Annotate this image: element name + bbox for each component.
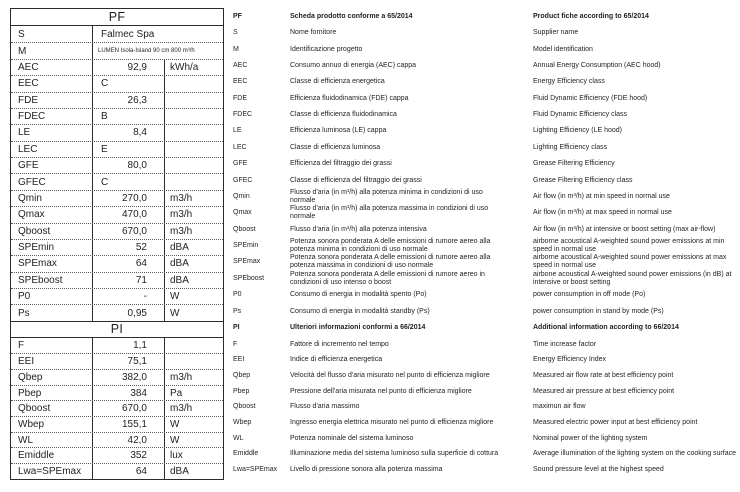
row-code: M: [18, 45, 27, 57]
table-row-Qbep: [11, 369, 223, 385]
row-value: 80,0: [92, 158, 164, 173]
legend: [233, 8, 738, 478]
pf-section-header: PF: [11, 9, 223, 26]
legend-desc-en: Additional information according to 66/2014: [533, 324, 679, 332]
legend-row-LEC: [233, 140, 738, 156]
table-row-Qboost: [11, 223, 223, 239]
legend-code: SPEmax: [233, 258, 261, 266]
row-code: Emiddle: [18, 450, 55, 462]
legend-desc-it: Potenza nominale del sistema luminoso: [290, 434, 414, 442]
row-code: FDE: [18, 94, 38, 106]
legend-desc-en: Time increase factor: [533, 340, 597, 348]
legend-desc-it: Identificazione progetto: [290, 45, 363, 53]
legend-desc-it: Flusso d'aria (in m³/h) alla potenza minima in condizioni di uso normale: [290, 188, 483, 204]
legend-row-FDEC: [233, 107, 738, 123]
legend-desc-en: Average illumination of the lighting system on the cooking surface: [533, 450, 736, 458]
legend-code: GFEC: [233, 176, 253, 184]
legend-desc-en: Lighting Efficiency (LE hood): [533, 127, 622, 135]
row-unit: [164, 338, 222, 354]
legend-row-AEC: [233, 58, 738, 74]
legend-desc-it: Classe di efficienza del filtraggio dei grassi: [290, 176, 422, 184]
row-code: EEI: [18, 356, 35, 368]
legend-row-F: [233, 337, 738, 353]
row-code: Pbep: [18, 387, 42, 399]
row-unit: W: [164, 289, 222, 304]
table-row-Qboost: [11, 400, 223, 416]
row-code: S: [18, 28, 25, 40]
legend-code: Qmin: [233, 192, 250, 200]
legend-desc-en: power consumption in off mode (Po): [533, 291, 646, 299]
row-value: LUMEN Isola-Island 90 cm 800 m³/h: [92, 43, 222, 58]
row-code: GFEC: [18, 176, 46, 188]
row-code: Wbep: [18, 418, 45, 430]
legend-desc-it: Classe di efficienza luminosa: [290, 143, 381, 151]
table-row-SPEmin: [11, 239, 223, 255]
legend-section-header-PF: [233, 8, 738, 25]
legend-desc-en: Air flow (in m³/h) at max speed in normal use: [533, 209, 672, 217]
row-unit: m3/h: [164, 401, 222, 416]
legend-desc-en: airborne acoustical A-weighted sound power emissions at max speed in normal use: [533, 254, 727, 270]
legend-code: P0: [233, 291, 242, 299]
legend-desc-en: airborne acoustical A-weighted sound power emissions at min speed in normal use: [533, 238, 725, 254]
legend-desc-en: Annual Energy Consumption (AEC hood): [533, 61, 661, 69]
legend-desc-it: Flusso d'aria (in m³/h) alla potenza massima in condizioni di uso normale: [290, 205, 489, 221]
row-unit: dBA: [164, 240, 222, 255]
legend-desc-it: Livello di pressione sonora alla potenza massima: [290, 465, 443, 473]
row-unit: kWh/a: [164, 60, 222, 75]
legend-row-EEI: [233, 352, 738, 368]
row-value: B: [92, 109, 164, 124]
legend-desc-en: power consumption in stand by mode (Ps): [533, 307, 664, 315]
row-code: SPEboost: [18, 274, 63, 286]
table-row-LE: [11, 124, 223, 140]
legend-row-SPEboost: [233, 271, 738, 287]
legend-row-Pbep: [233, 384, 738, 400]
legend-row-S: [233, 25, 738, 41]
legend-code: PI: [233, 324, 240, 332]
legend-code: LEC: [233, 143, 247, 151]
row-value: 352: [92, 448, 164, 463]
row-value: C: [92, 76, 164, 91]
legend-row-GFE: [233, 156, 738, 172]
row-unit: m3/h: [164, 370, 222, 385]
row-value: Falmec Spa: [92, 26, 222, 42]
legend-desc-it: Consumo di energia in modalità spento (Po): [290, 291, 427, 299]
legend-row-P0: [233, 287, 738, 303]
table-row-FDE: [11, 92, 223, 108]
legend-row-Qmin: [233, 189, 738, 205]
legend-code: Pbep: [233, 387, 250, 395]
row-code: Lwa=SPEmax: [18, 465, 82, 477]
row-value: 670,0: [92, 224, 164, 239]
legend-desc-it: Indice di efficienza energetica: [290, 356, 383, 364]
legend-desc-it: Potenza sonora ponderata A delle emissioni di rumore aereo alla potenza massima in condizioni di uso normale: [290, 254, 491, 270]
legend-code: Qbep: [233, 371, 251, 379]
row-value: 270,0: [92, 191, 164, 206]
row-code: WL: [18, 434, 33, 446]
row-code: Qboost: [18, 403, 51, 415]
row-code: F: [18, 340, 25, 352]
row-value: 384: [92, 386, 164, 401]
row-value: 0,95: [92, 305, 164, 320]
legend-row-Qboost: [233, 222, 738, 238]
row-unit: [164, 125, 222, 140]
legend-code: EEC: [233, 78, 248, 86]
row-value: 670,0: [92, 401, 164, 416]
table-row-EEI: [11, 353, 223, 369]
legend-desc-it: Consumo di energia in modalità standby (Ps): [290, 307, 430, 315]
row-unit: [164, 354, 222, 369]
legend-row-EEC: [233, 74, 738, 90]
legend-desc-it: Classe di efficienza fluidodinamica: [290, 111, 397, 119]
table-row-AEC: [11, 59, 223, 75]
legend-row-Qboost: [233, 399, 738, 415]
legend-desc-en: Supplier name: [533, 29, 579, 37]
table-row-Ps: [11, 304, 223, 320]
legend-desc-en: Model identification: [533, 45, 593, 53]
row-unit: [164, 76, 222, 91]
legend-code: SPEmin: [233, 242, 259, 250]
legend-desc-it: Flusso d'aria (in m³/h) alla potenza intensiva: [290, 225, 427, 233]
legend-row-WL: [233, 431, 738, 447]
row-unit: m3/h: [164, 207, 222, 222]
legend-desc-en: Energy Efficiency Index: [533, 356, 607, 364]
legend-desc-it: Ulteriori informazioni conformi a 66/2014: [290, 324, 426, 332]
row-value: 42,0: [92, 433, 164, 448]
row-code: SPEmin: [18, 242, 55, 254]
legend-row-LE: [233, 123, 738, 139]
row-code: EEC: [18, 78, 39, 90]
legend-code: AEC: [233, 61, 248, 69]
row-unit: lux: [164, 448, 222, 463]
row-code: FDEC: [18, 111, 46, 123]
legend-code: LE: [233, 127, 242, 135]
legend-row-SPEmin: [233, 238, 738, 254]
table-row-F: [11, 338, 223, 354]
row-unit: Pa: [164, 386, 222, 401]
row-code: P0: [18, 291, 31, 303]
legend-desc-it: Efficienza del filtraggio dei grassi: [290, 160, 392, 168]
legend-desc-en: airbone acoustical A-weighted sound power emissions (in dB) at intensive or boost setting: [533, 270, 732, 286]
row-value: 470,0: [92, 207, 164, 222]
legend-code: Qboost: [233, 403, 256, 411]
row-unit: [164, 158, 222, 173]
row-code: Qboost: [18, 225, 51, 237]
legend-code: Wbep: [233, 418, 252, 426]
legend-row-SPEmax: [233, 254, 738, 270]
table-row-Pbep: [11, 385, 223, 401]
row-value: E: [92, 142, 164, 157]
row-value: 92,9: [92, 60, 164, 75]
row-code: GFE: [18, 160, 39, 172]
row-value: 155,1: [92, 417, 164, 432]
legend-desc-en: Measured air pressure at best efficiency point: [533, 387, 675, 395]
legend-desc-en: Measured air flow rate at best efficiency point: [533, 371, 674, 379]
table-row-GFE: [11, 157, 223, 173]
legend-desc-it: Pressione dell'aria misurata nel punto di efficienza migliore: [290, 387, 472, 395]
row-unit: [164, 109, 222, 124]
spec-table: [10, 8, 224, 480]
row-unit: W: [164, 305, 222, 320]
legend-code: FDEC: [233, 111, 253, 119]
legend-desc-en: Nominal power of the lighting system: [533, 434, 648, 442]
row-value: 382,0: [92, 370, 164, 385]
legend-desc-it: Classe di efficienza energetica: [290, 78, 385, 86]
legend-code: S: [233, 29, 238, 37]
row-value: 52: [92, 240, 164, 255]
legend-desc-it: Velocità del flusso d'aria misurato nel punto di efficienza migliore: [290, 371, 490, 379]
legend-desc-en: Fluid Dynamic Efficiency class: [533, 111, 628, 119]
table-row-Lwa=SPEmax: [11, 463, 223, 479]
table-row-GFEC: [11, 173, 223, 189]
row-value: C: [92, 174, 164, 189]
legend-code: SPEboost: [233, 274, 265, 282]
table-row-SPEmax: [11, 255, 223, 271]
table-row-FDEC: [11, 108, 223, 124]
legend-desc-en: Lighting Efficiency class: [533, 143, 608, 151]
legend-desc-en: Grease Filtering Efficiency: [533, 160, 615, 168]
legend-code: WL: [233, 434, 244, 442]
legend-desc-it: Potenza sonora ponderata A delle emissioni di rumore aereo alla potenza minima in condizioni di uso normale: [290, 238, 491, 254]
legend-code: PF: [233, 12, 242, 20]
legend-row-FDE: [233, 91, 738, 107]
legend-desc-en: Sound pressure level at the highest speed: [533, 465, 664, 473]
legend-code: GFE: [233, 160, 248, 168]
row-unit: [164, 93, 222, 108]
table-row-S: [11, 26, 223, 42]
row-unit: m3/h: [164, 191, 222, 206]
row-value: 64: [92, 256, 164, 271]
row-value: 71: [92, 273, 164, 288]
row-unit: W: [164, 417, 222, 432]
row-code: Ps: [18, 307, 30, 319]
legend-code: F: [233, 340, 238, 348]
row-code: LE: [18, 127, 31, 139]
pi-rows: [11, 338, 223, 479]
legend-desc-it: Consumo annuo di energia (AEC) cappa: [290, 61, 417, 69]
row-value: 26,3: [92, 93, 164, 108]
table-row-P0: [11, 288, 223, 304]
row-unit: dBA: [164, 256, 222, 271]
legend-desc-it: Efficienza luminosa (LE) cappa: [290, 127, 387, 135]
legend-desc-it: Flusso d'aria massimo: [290, 403, 360, 411]
legend-desc-en: Air flow (in m³/h) at min speed in normal use: [533, 192, 670, 200]
pi-section-header: PI: [11, 321, 223, 338]
legend-desc-it: Potenza sonora ponderata A delle emissioni di rumore aereo in condizioni di uso intenso o boost: [290, 270, 485, 286]
table-row-LEC: [11, 141, 223, 157]
legend-row-Ps: [233, 303, 738, 319]
legend-section-header-PI: [233, 320, 738, 337]
legend-desc-en: Grease Filtering Efficiency class: [533, 176, 633, 184]
legend-row-Lwa=SPEmax: [233, 462, 738, 478]
row-unit: W: [164, 433, 222, 448]
pf-rows: [11, 26, 223, 321]
row-code: LEC: [18, 143, 38, 155]
legend-code: Ps: [233, 307, 242, 315]
row-unit: dBA: [164, 273, 222, 288]
row-code: Qbep: [18, 371, 43, 383]
legend-desc-en: maximun air flow: [533, 403, 586, 411]
row-unit: [164, 174, 222, 189]
legend-code: Emiddle: [233, 450, 259, 458]
legend-row-Emiddle: [233, 446, 738, 462]
table-row-WL: [11, 432, 223, 448]
legend-code: FDE: [233, 94, 247, 102]
legend-desc-it: Scheda prodotto conforme a 65/2014: [290, 12, 413, 20]
table-row-Qmax: [11, 206, 223, 222]
row-code: SPEmax: [18, 258, 57, 270]
legend-desc-en: Energy Efficiency class: [533, 78, 605, 86]
legend-desc-en: Air flow (in m³/h) at intensive or boost setting (max air-flow): [533, 225, 716, 233]
row-unit: m3/h: [164, 224, 222, 239]
legend-desc-en: Measured electric power input at best efficiency point: [533, 418, 698, 426]
table-row-EEC: [11, 75, 223, 91]
legend-desc-en: Product fiche according to 65/2014: [533, 12, 649, 20]
legend-desc-it: Illuminazione media del sistema luminoso sulla superficie di cottura: [290, 450, 499, 458]
table-row-M: [11, 42, 223, 58]
row-unit: dBA: [164, 464, 222, 479]
row-value: 8,4: [92, 125, 164, 140]
table-row-SPEboost: [11, 272, 223, 288]
table-row-Qmin: [11, 190, 223, 206]
table-row-Emiddle: [11, 447, 223, 463]
row-value: 75,1: [92, 354, 164, 369]
legend-row-Qbep: [233, 368, 738, 384]
legend-code: Qboost: [233, 225, 256, 233]
row-code: Qmax: [18, 209, 45, 221]
row-value: 1,1: [92, 338, 164, 354]
legend-desc-it: Efficienza fluidodinamica (FDE) cappa: [290, 94, 409, 102]
legend-code: M: [233, 45, 239, 53]
legend-row-Wbep: [233, 415, 738, 431]
legend-desc-it: Fattore di incremento nel tempo: [290, 340, 389, 348]
legend-code: Lwa=SPEmax: [233, 465, 278, 473]
legend-row-GFEC: [233, 172, 738, 188]
row-unit: [164, 142, 222, 157]
table-row-Wbep: [11, 416, 223, 432]
legend-code: Qmax: [233, 209, 252, 217]
legend-row-M: [233, 41, 738, 57]
row-code: Qmin: [18, 192, 42, 204]
legend-code: EEI: [233, 356, 245, 364]
row-code: AEC: [18, 61, 39, 73]
legend-row-Qmax: [233, 205, 738, 221]
legend-desc-it: Ingresso energia elettrica misurato nel punto di efficienza migliore: [290, 418, 494, 426]
legend-desc-it: Nome fornitore: [290, 29, 337, 37]
row-value: 64: [92, 464, 164, 479]
legend-desc-en: Fluid Dynamic Efficiency (FDE hood): [533, 94, 648, 102]
row-value: -: [92, 289, 164, 304]
